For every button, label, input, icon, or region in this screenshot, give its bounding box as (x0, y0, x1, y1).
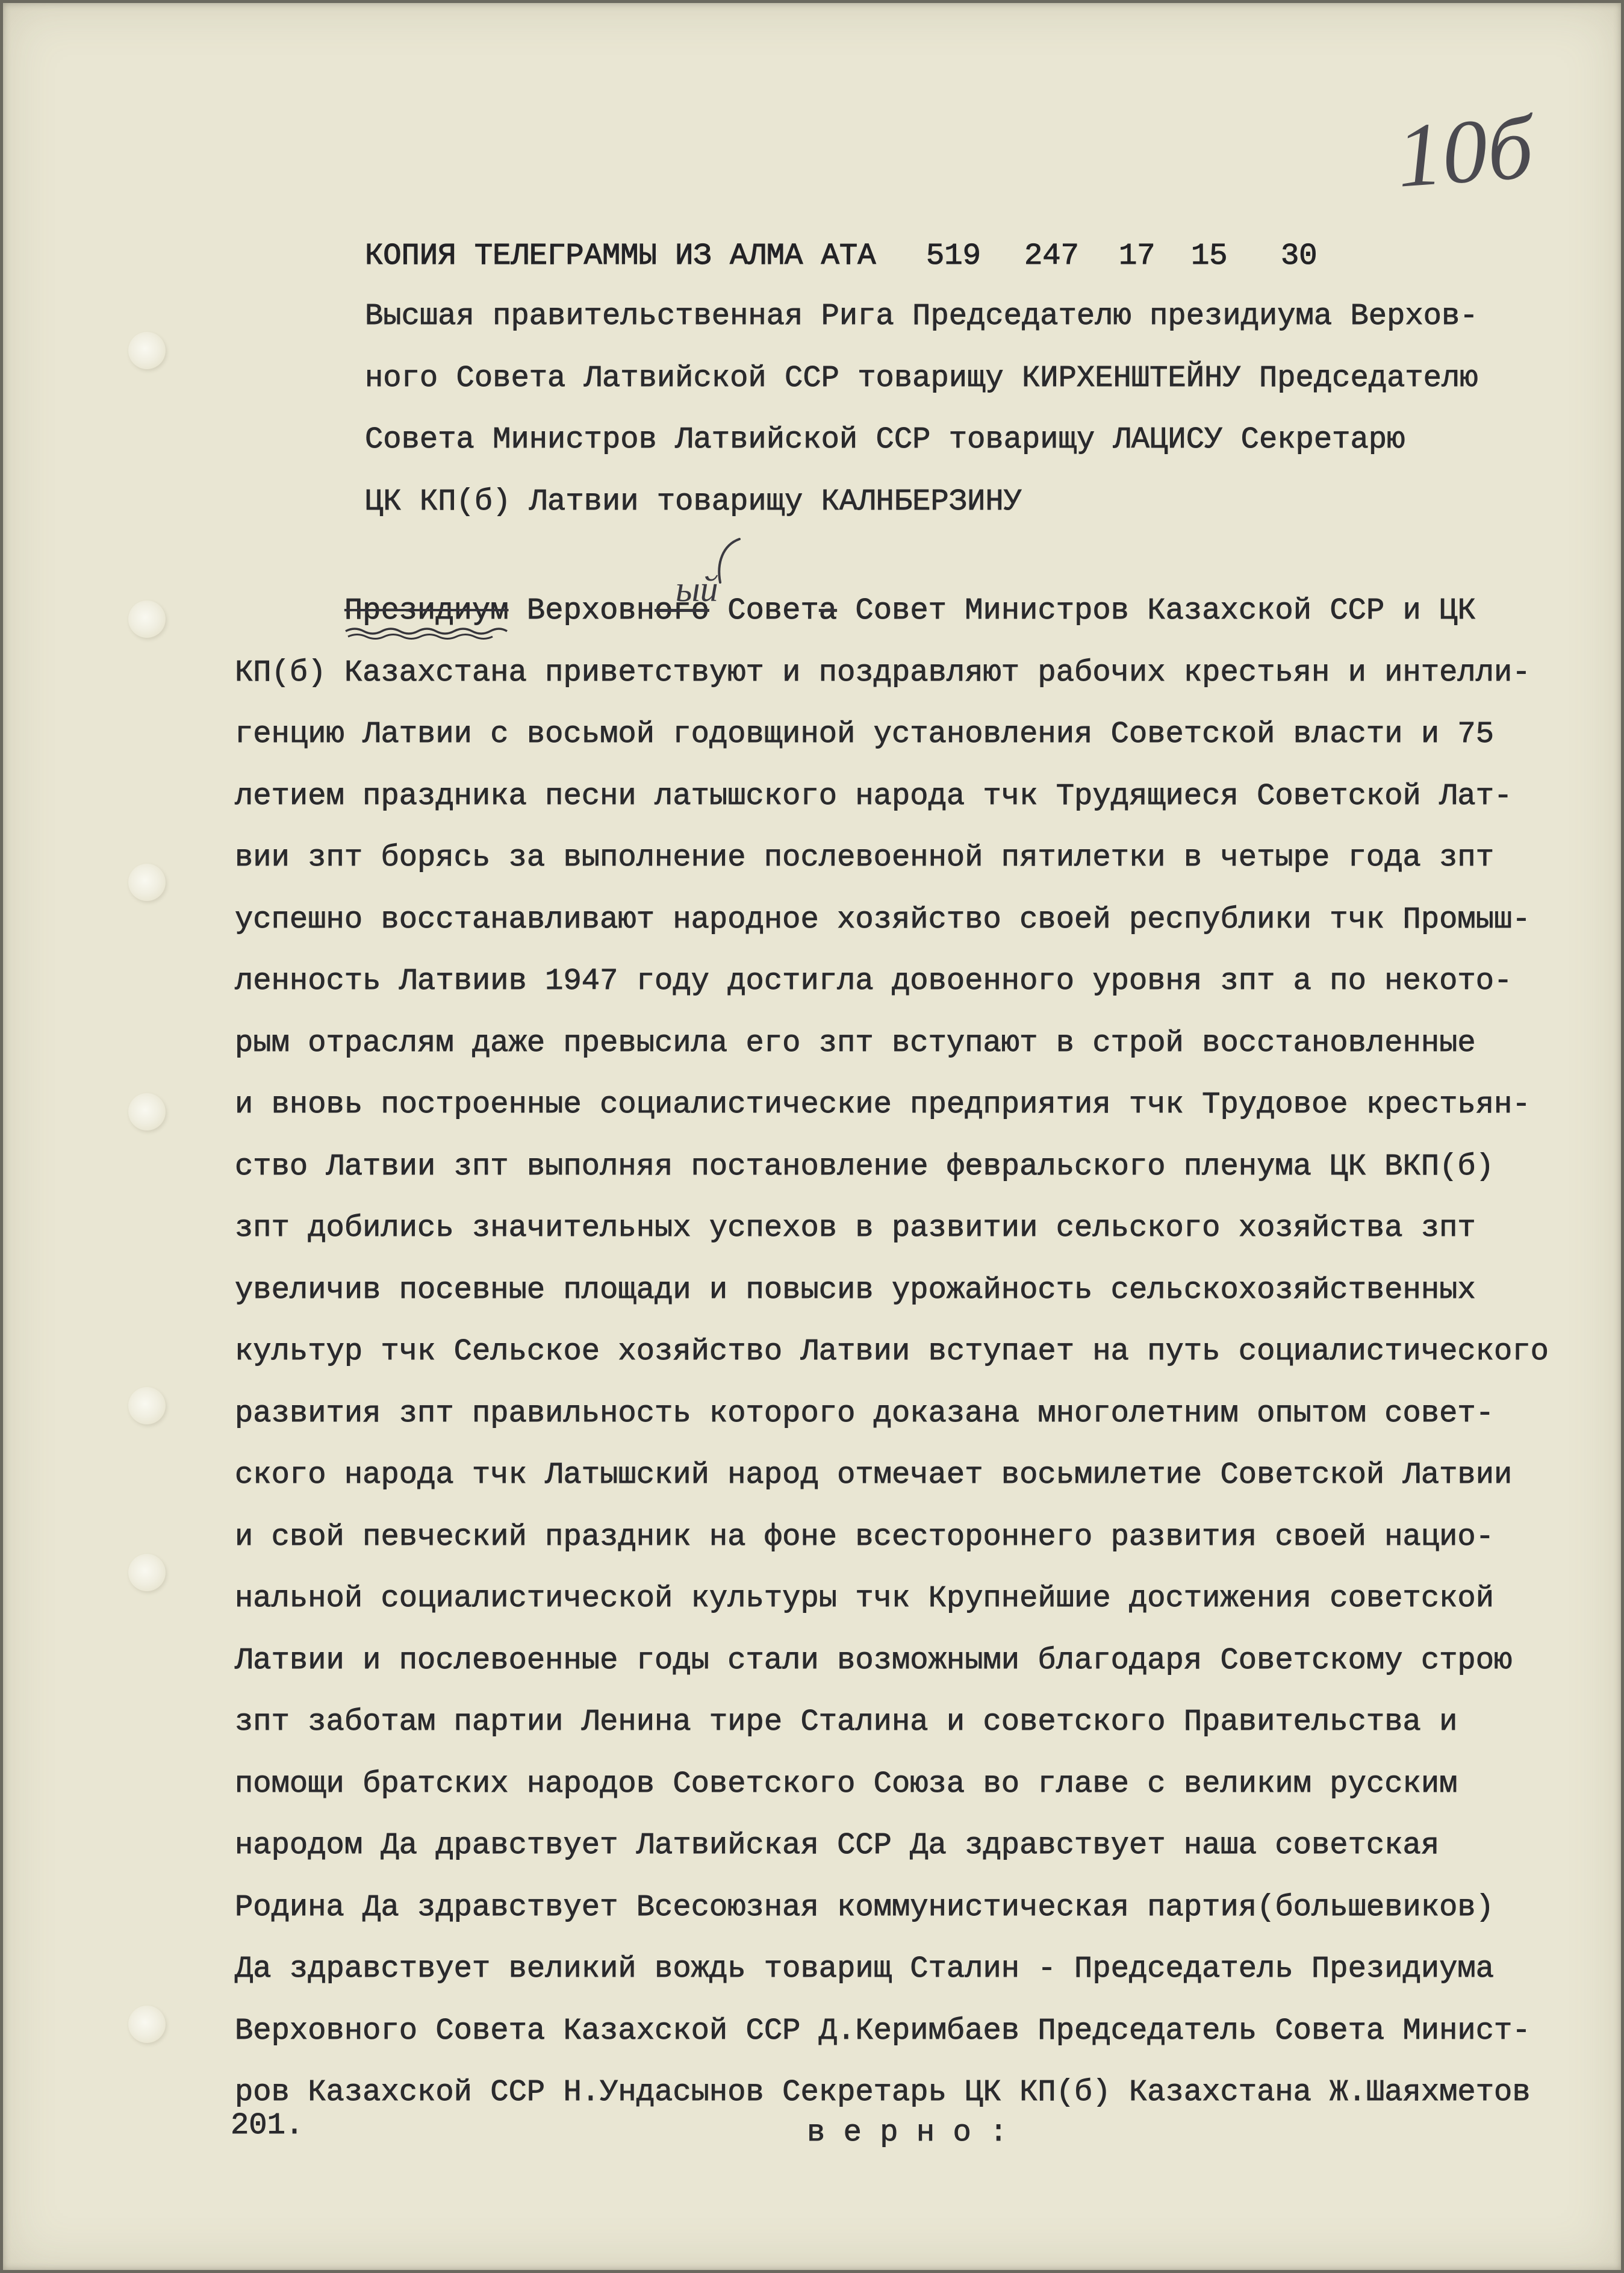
handwritten-insert: ый (676, 569, 718, 609)
telegram-code: 30 (1281, 239, 1318, 273)
body-line: ленность Латвиив 1947 году достигла довоенного уровня зпт а по некото- (235, 964, 1513, 999)
struck-letter: а (818, 594, 838, 628)
body-line: ров Казахской ССР Н.Ундасынов Секретарь ЦК КП(б) Казахстана Ж.Шаяхметов (235, 2075, 1531, 2110)
body-line: рым отраслям даже превысила его зпт вступают в строй восстановленные (235, 1026, 1476, 1061)
punch-hole-mark (128, 864, 166, 901)
addressee-line: ного Совета Латвийской ССР товарищу КИРХЕНШТЕЙНУ Председателю (365, 361, 1478, 396)
punch-hole-mark (128, 1554, 166, 1591)
addressee-line: ЦК КП(б) Латвии товарищу КАЛНБЕРЗИНУ (365, 484, 1022, 519)
telegram-title: КОПИЯ ТЕЛЕГРАММЫ ИЗ АЛМА АТА (365, 239, 876, 273)
body-line: летием праздника песни латышского народа тчк Трудящиеся Советской Лат- (235, 779, 1513, 814)
handwritten-mark (712, 537, 748, 585)
body-line: помощи братских народов Советского Союза во главе с великим русским (235, 1766, 1458, 1801)
body-line: генцию Латвии с восьмой годовщиной установления Советской власти и 75 (235, 717, 1495, 752)
punch-hole-mark (128, 332, 166, 369)
body-line: и вновь построенные социалистические предприятия тчк Трудовое крестьян- (235, 1088, 1531, 1122)
addressee-block (365, 286, 1478, 533)
struck-word-text: Президиум (344, 594, 509, 628)
body-text-segment: Совет Министров Казахской ССР и ЦК (837, 594, 1476, 628)
body-text-segment: Совет (709, 594, 819, 628)
telegram-body (235, 569, 1549, 2124)
body-line: ство Латвии зпт выполняя постановление февральского пленума ЦК ВКП(б) (235, 1149, 1495, 1184)
telegram-code: 17 (1119, 239, 1156, 273)
punch-hole-mark (128, 1387, 166, 1424)
body-line: зпт добились значительных успехов в развитии сельского хозяйства зпт (235, 1211, 1476, 1246)
telegram-header (3, 226, 1569, 288)
punch-hole-mark (128, 2006, 166, 2043)
body-line: Латвии и послевоенные годы стали возможными благодаря Советскому строю (235, 1643, 1513, 1678)
telegram-code: 247 (1024, 239, 1079, 273)
body-line: зпт заботам партии Ленина тире Сталина и советского Правительства и (235, 1705, 1458, 1739)
body-line: вии зпт борясь за выполнение послевоенной пятилетки в четыре года зпт (235, 841, 1495, 875)
footer-number: 201. (231, 2109, 304, 2143)
struck-ending: ого (655, 594, 709, 628)
body-line: развития зпт правильность которого доказана многолетним опытом совет- (235, 1396, 1495, 1431)
body-line: ского народа тчк Латышский народ отмечает восьмилетие Советской Латвии (235, 1458, 1513, 1492)
body-line: культур тчк Сельское хозяйство Латвии вступает на путь социалистического (235, 1335, 1549, 1369)
body-line: увеличив посевные площади и повысив урожайность сельскохозяйственных (235, 1273, 1476, 1308)
body-line: успешно восстанавливают народное хозяйство своей республики тчк Промыш- (235, 902, 1531, 937)
body-line: и свой певческий праздник на фоне всестороннего развития своей нацио- (235, 1520, 1495, 1554)
body-line: Да здравствует великий вождь товарищ Сталин - Председатель Президиума (235, 1952, 1495, 1986)
body-line: Верховного Совета Казахской ССР Д.Керимбаев Председатель Совета Минист- (235, 2013, 1531, 2048)
telegram-code: 15 (1191, 239, 1228, 273)
body-line: Родина Да здравствует Всесоюзная коммунистическая партия(большевиков) (235, 1890, 1495, 1925)
handwritten-wavy-strike (344, 628, 509, 640)
punch-hole-mark (128, 600, 166, 638)
body-line: нальной социалистической культуры тчк Крупнейшие достижения советской (235, 1582, 1495, 1616)
body-text-segment: Верховн (508, 594, 655, 628)
addressee-line: Совета Министров Латвийской ССР товарищу ЛАЦИСУ Секретарю (365, 423, 1405, 457)
struck-word (344, 594, 509, 628)
body-line-first (235, 569, 1549, 643)
body-line: КП(б) Казахстана приветствуют и поздравляют рабочих крестьян и интелли- (235, 655, 1531, 690)
punch-hole-mark (128, 1093, 166, 1130)
addressee-line: Высшая правительственная Рига Председателю президиума Верхов- (365, 299, 1478, 334)
certification-mark: в е р н о : (807, 2116, 1008, 2150)
corrected-ending (655, 569, 718, 628)
telegram-code: 519 (926, 239, 981, 273)
handwritten-page-number: 10б (1393, 97, 1536, 207)
body-line: народом Да дравствует Латвийская ССР Да здравствует наша советская (235, 1829, 1440, 1863)
